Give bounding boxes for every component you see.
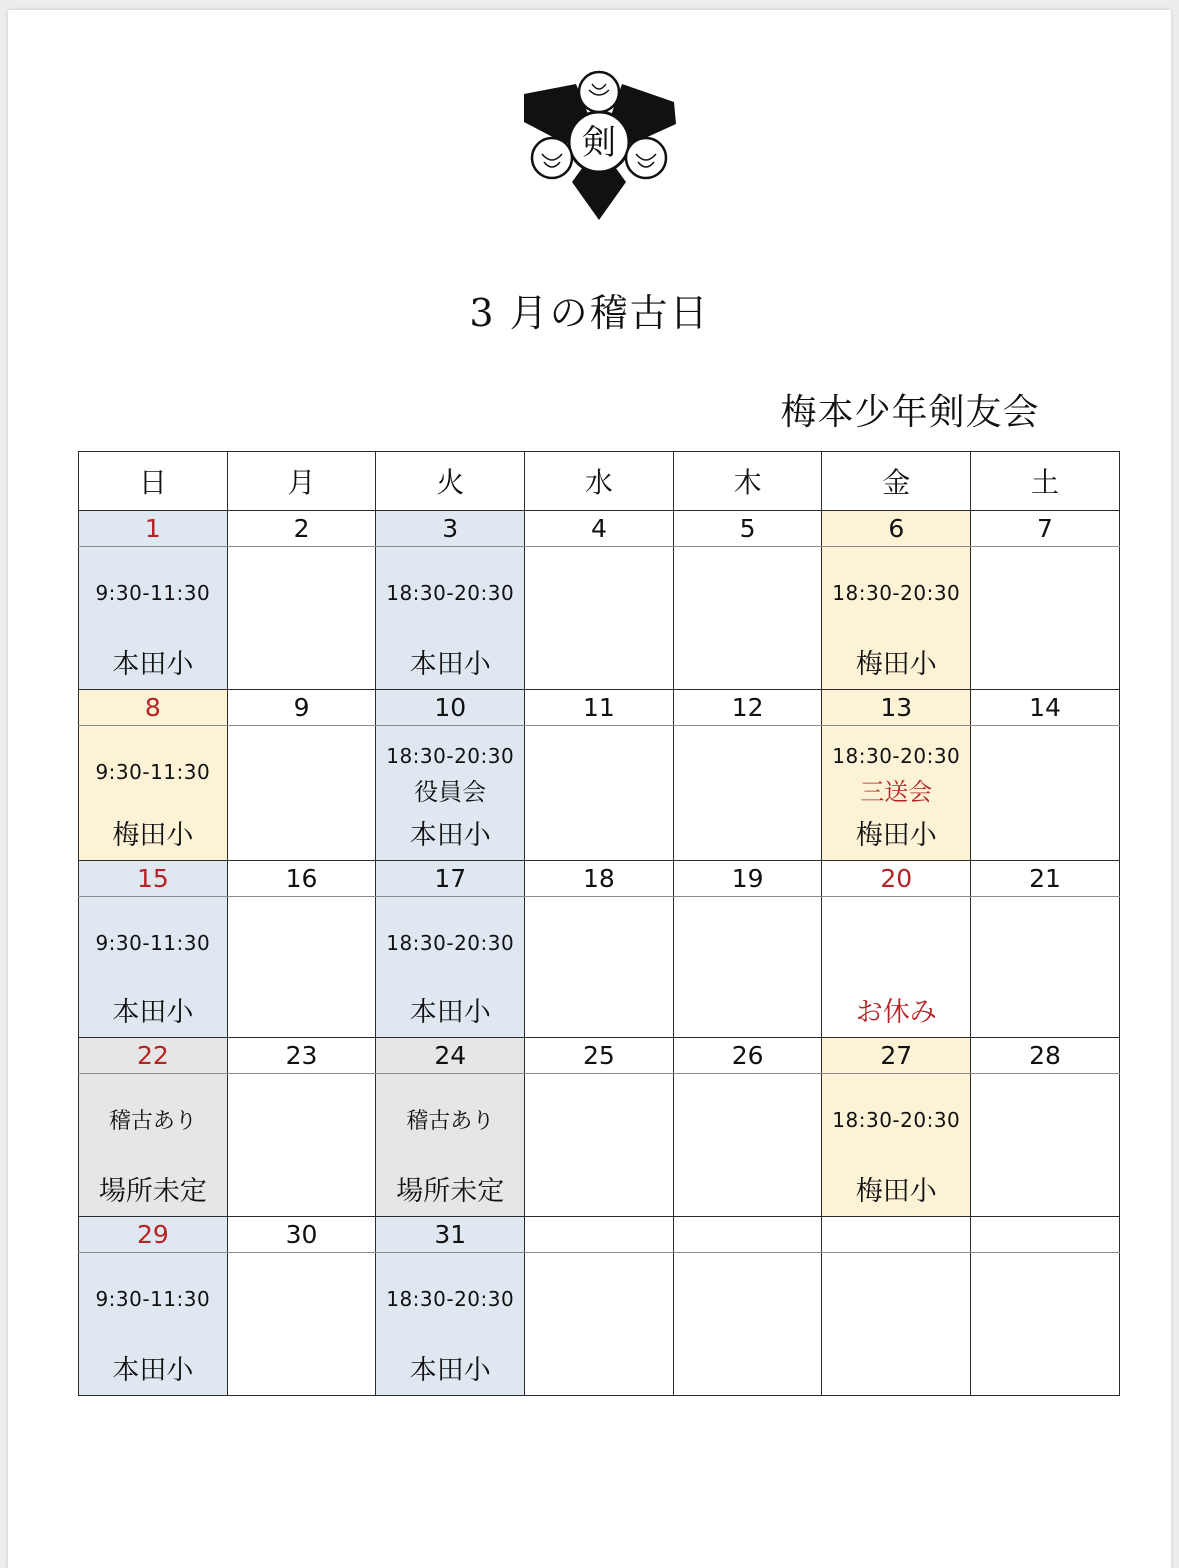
schedule-row (79, 897, 1120, 1038)
weekday-header-row (79, 452, 1120, 511)
practice-place: 本田小 (409, 997, 491, 1028)
schedule-cell (376, 547, 525, 690)
date-cell: 3 (376, 511, 525, 547)
date-row (79, 690, 1120, 726)
date-row (79, 1217, 1120, 1253)
schedule-cell (673, 726, 822, 861)
practice-place: 梅田小 (855, 1176, 937, 1207)
schedule-row (79, 1253, 1120, 1396)
practice-place: 本田小 (409, 1355, 491, 1386)
schedule-cell (971, 726, 1120, 861)
schedule-cell (822, 547, 971, 690)
schedule-row (79, 547, 1120, 690)
date-cell: 21 (971, 861, 1120, 897)
practice-place: 本田小 (112, 649, 194, 680)
practice-time: 18:30-20:30 (832, 1108, 961, 1132)
date-cell: 7 (971, 511, 1120, 547)
schedule-cell (227, 547, 376, 690)
schedule-cell (376, 897, 525, 1038)
date-cell: 30 (227, 1217, 376, 1253)
schedule-cell (822, 1074, 971, 1217)
date-cell: 12 (673, 690, 822, 726)
weekday-header: 土 (971, 452, 1120, 511)
schedule-cell (673, 897, 822, 1038)
practice-place: 本田小 (409, 820, 491, 851)
schedule-cell (227, 1253, 376, 1396)
schedule-cell (525, 726, 674, 861)
schedule-cell (525, 547, 674, 690)
schedule-cell (79, 1074, 228, 1217)
schedule-cell (79, 547, 228, 690)
practice-time: 18:30-20:30 (386, 581, 515, 605)
practice-time: 9:30-11:30 (95, 1287, 211, 1311)
practice-time: 18:30-20:30 (386, 1287, 515, 1311)
weekday-header: 水 (525, 452, 674, 511)
schedule-cell (822, 897, 971, 1038)
schedule-cell (227, 897, 376, 1038)
practice-label: 稽古あり (406, 1109, 495, 1134)
weekday-header: 火 (376, 452, 525, 511)
practice-place: 梅田小 (855, 820, 937, 851)
date-cell: 16 (227, 861, 376, 897)
practice-time: 9:30-11:30 (95, 931, 211, 955)
practice-time: 18:30-20:30 (832, 581, 961, 605)
date-cell: 26 (673, 1038, 822, 1074)
practice-place: 場所未定 (98, 1176, 207, 1207)
practice-place: 場所未定 (396, 1176, 505, 1207)
date-cell: 5 (673, 511, 822, 547)
date-cell: 18 (525, 861, 674, 897)
schedule-cell (525, 1253, 674, 1396)
schedule-cell (673, 1253, 822, 1396)
schedule-cell (525, 1074, 674, 1217)
date-cell: 2 (227, 511, 376, 547)
date-row (79, 511, 1120, 547)
club-name: 梅本少年剣友会 (780, 392, 1040, 433)
date-cell: 22 (79, 1038, 228, 1074)
schedule-cell (376, 726, 525, 861)
emblem-character: 剣 (582, 123, 616, 163)
practice-place: 本田小 (112, 997, 194, 1028)
date-cell: 20 (822, 861, 971, 897)
schedule-cell (971, 1253, 1120, 1396)
date-cell (971, 1217, 1120, 1253)
date-cell: 25 (525, 1038, 674, 1074)
schedule-cell (673, 1074, 822, 1217)
schedule-cell (971, 1074, 1120, 1217)
practice-place: 本田小 (112, 1355, 194, 1386)
schedule-cell (971, 547, 1120, 690)
schedule-cell (79, 897, 228, 1038)
date-cell: 6 (822, 511, 971, 547)
schedule-cell (525, 897, 674, 1038)
event-note: 役員会 (414, 778, 487, 806)
schedule-row (79, 1074, 1120, 1217)
date-cell (822, 1217, 971, 1253)
practice-label: 稽古あり (108, 1109, 197, 1134)
weekday-header: 木 (673, 452, 822, 511)
date-cell: 14 (971, 690, 1120, 726)
weekday-header: 月 (227, 452, 376, 511)
schedule-cell (79, 726, 228, 861)
event-note: 三送会 (860, 778, 933, 806)
practice-place: 梅田小 (112, 820, 194, 851)
practice-time: 18:30-20:30 (386, 931, 515, 955)
date-cell (525, 1217, 674, 1253)
schedule-calendar (78, 451, 1120, 1396)
date-row (79, 861, 1120, 897)
date-cell: 9 (227, 690, 376, 726)
date-cell: 28 (971, 1038, 1120, 1074)
date-cell: 27 (822, 1038, 971, 1074)
schedule-cell (376, 1074, 525, 1217)
date-cell: 10 (376, 690, 525, 726)
date-cell: 8 (79, 690, 228, 726)
schedule-row (79, 726, 1120, 861)
date-cell: 24 (376, 1038, 525, 1074)
date-cell: 29 (79, 1217, 228, 1253)
schedule-cell (822, 726, 971, 861)
practice-time: 18:30-20:30 (832, 744, 961, 768)
date-cell: 17 (376, 861, 525, 897)
schedule-cell (79, 1253, 228, 1396)
practice-time: 9:30-11:30 (95, 760, 211, 784)
date-cell (673, 1217, 822, 1253)
practice-place: 梅田小 (855, 649, 937, 680)
kendo-club-emblem-icon (504, 62, 694, 232)
schedule-cell (227, 1074, 376, 1217)
practice-place: 本田小 (409, 649, 491, 680)
date-row (79, 1038, 1120, 1074)
date-cell: 4 (525, 511, 674, 547)
date-cell: 1 (79, 511, 228, 547)
date-cell: 13 (822, 690, 971, 726)
date-cell: 11 (525, 690, 674, 726)
date-cell: 19 (673, 861, 822, 897)
date-cell: 31 (376, 1217, 525, 1253)
date-cell: 15 (79, 861, 228, 897)
practice-time: 18:30-20:30 (386, 744, 515, 768)
schedule-cell (376, 1253, 525, 1396)
schedule-cell (822, 1253, 971, 1396)
practice-time: 9:30-11:30 (95, 581, 211, 605)
page-title: 3 月の稽古日 (469, 291, 710, 335)
holiday-label: お休み (855, 997, 937, 1028)
weekday-header: 日 (79, 452, 228, 511)
weekday-header: 金 (822, 452, 971, 511)
schedule-cell (971, 897, 1120, 1038)
date-cell: 23 (227, 1038, 376, 1074)
schedule-cell (227, 726, 376, 861)
schedule-cell (673, 547, 822, 690)
